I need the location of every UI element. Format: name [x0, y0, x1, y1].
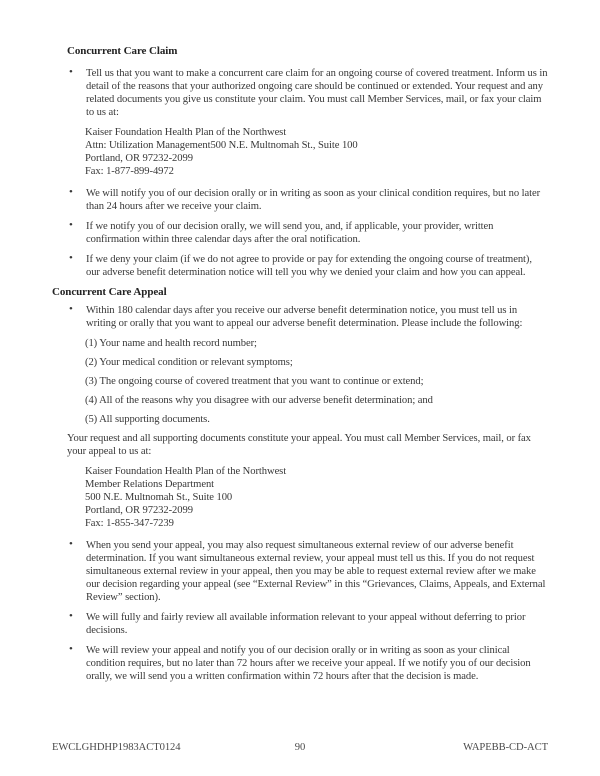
bullet-icon: • — [69, 610, 73, 622]
address-line: Fax: 1-855-347-7239 — [85, 518, 174, 529]
address-line: Fax: 1-877-899-4972 — [85, 166, 174, 177]
bullet-item — [67, 253, 548, 279]
bullet-text: If we notify you of our decision orally, we will send you, and, if applicable, your provider, written confirmation within three calendar days after the oral notification. — [86, 221, 494, 245]
bullet-item — [67, 220, 548, 246]
numbered-item: (5) All supporting documents. — [85, 414, 210, 425]
numbered-item: (1) Your name and health record number; — [85, 338, 257, 349]
bullet-icon: • — [69, 252, 73, 264]
numbered-item: (3) The ongoing course of covered treatment that you want to continue or extend; — [85, 376, 424, 387]
bullet-text: When you send your appeal, you may also request simultaneous external review of our adverse benefit determination. If you want simultaneous external review, your appeal must tell us this. If you do not request simultaneous external review in your appeal, then you may be able to request external review after we make our decision regarding your appeal (see “External Review” in this “Grievances, Claims, Appeals, and External Review” section). — [86, 540, 546, 603]
bullet-text: We will fully and fairly review all available information relevant to your appeal without deferring to prior decisions. — [86, 612, 526, 636]
address-line: Attn: Utilization Management500 N.E. Multnomah St., Suite 100 — [85, 140, 358, 151]
address-line: Member Relations Department — [85, 479, 215, 490]
address-line: Kaiser Foundation Health Plan of the Northwest — [85, 466, 287, 477]
footer-form-code: WAPEBB-CD-ACT — [463, 742, 548, 753]
section-heading-concurrent-care-appeal: Concurrent Care Appeal — [52, 286, 167, 298]
bullet-item — [67, 187, 548, 213]
bullet-icon: • — [69, 219, 73, 231]
numbered-item: (2) Your medical condition or relevant symptoms; — [85, 357, 293, 368]
bullet-text: We will notify you of our decision orally or in writing as soon as your clinical condition requires, but no later than 24 hours after we receive your claim. — [86, 188, 541, 212]
bullet-icon: • — [69, 186, 73, 198]
bullet-item — [67, 539, 548, 604]
bullet-item — [67, 644, 548, 683]
footer-doc-code: EWCLGHDHP1983ACT0124 — [52, 742, 181, 753]
section-heading-concurrent-care-claim: Concurrent Care Claim — [67, 45, 178, 57]
bullet-text: We will review your appeal and notify you of our decision orally or in writing as soon as your clinical condition requires, but no later than 72 hours after we receive your appeal. If we notify you of our decision orally, we will send you a written confirmation within 72 hours after that the decision is made. — [86, 645, 531, 682]
bullet-icon: • — [69, 303, 73, 315]
bullet-text: Within 180 calendar days after you receive our adverse benefit determination notice, you must tell us in writing or orally that you want to appeal our adverse benefit determination. Please include the following: — [86, 305, 523, 329]
bullet-item — [67, 611, 548, 637]
address-block-member-relations — [85, 465, 548, 530]
numbered-list — [85, 337, 548, 426]
numbered-item: (4) All of the reasons why you disagree with our adverse benefit determination; and — [85, 395, 433, 406]
body-paragraph: Your request and all supporting documents constitute your appeal. You must call Member Services, mail, or fax your appeal to us at: — [67, 433, 531, 457]
bullet-text: Tell us that you want to make a concurrent care claim for an ongoing course of covered treatment. Inform us in detail of the reasons that your authorized ongoing care should be continued or extended. Your request and any related documents you give us constitute your claim. You must call Member Services, mail, or fax your claim to us at: — [86, 68, 548, 118]
page-footer — [52, 741, 548, 754]
address-line: Portland, OR 97232-2099 — [85, 153, 193, 164]
bullet-icon: • — [69, 643, 73, 655]
bullet-text: If we deny your claim (if we do not agree to provide or pay for extending the ongoing course of treatment), our adverse benefit determination notice will tell you why we denied your claim and how you can appeal. — [86, 254, 532, 278]
footer-page-number: 90 — [294, 742, 306, 753]
address-line: Portland, OR 97232-2099 — [85, 505, 193, 516]
address-line: Kaiser Foundation Health Plan of the Northwest — [85, 127, 287, 138]
bullet-icon: • — [69, 66, 73, 78]
bullet-item — [67, 67, 548, 119]
bullet-icon: • — [69, 538, 73, 550]
address-block-utilization-management — [85, 126, 548, 178]
address-line: 500 N.E. Multnomah St., Suite 100 — [85, 492, 233, 503]
bullet-item — [67, 304, 548, 330]
